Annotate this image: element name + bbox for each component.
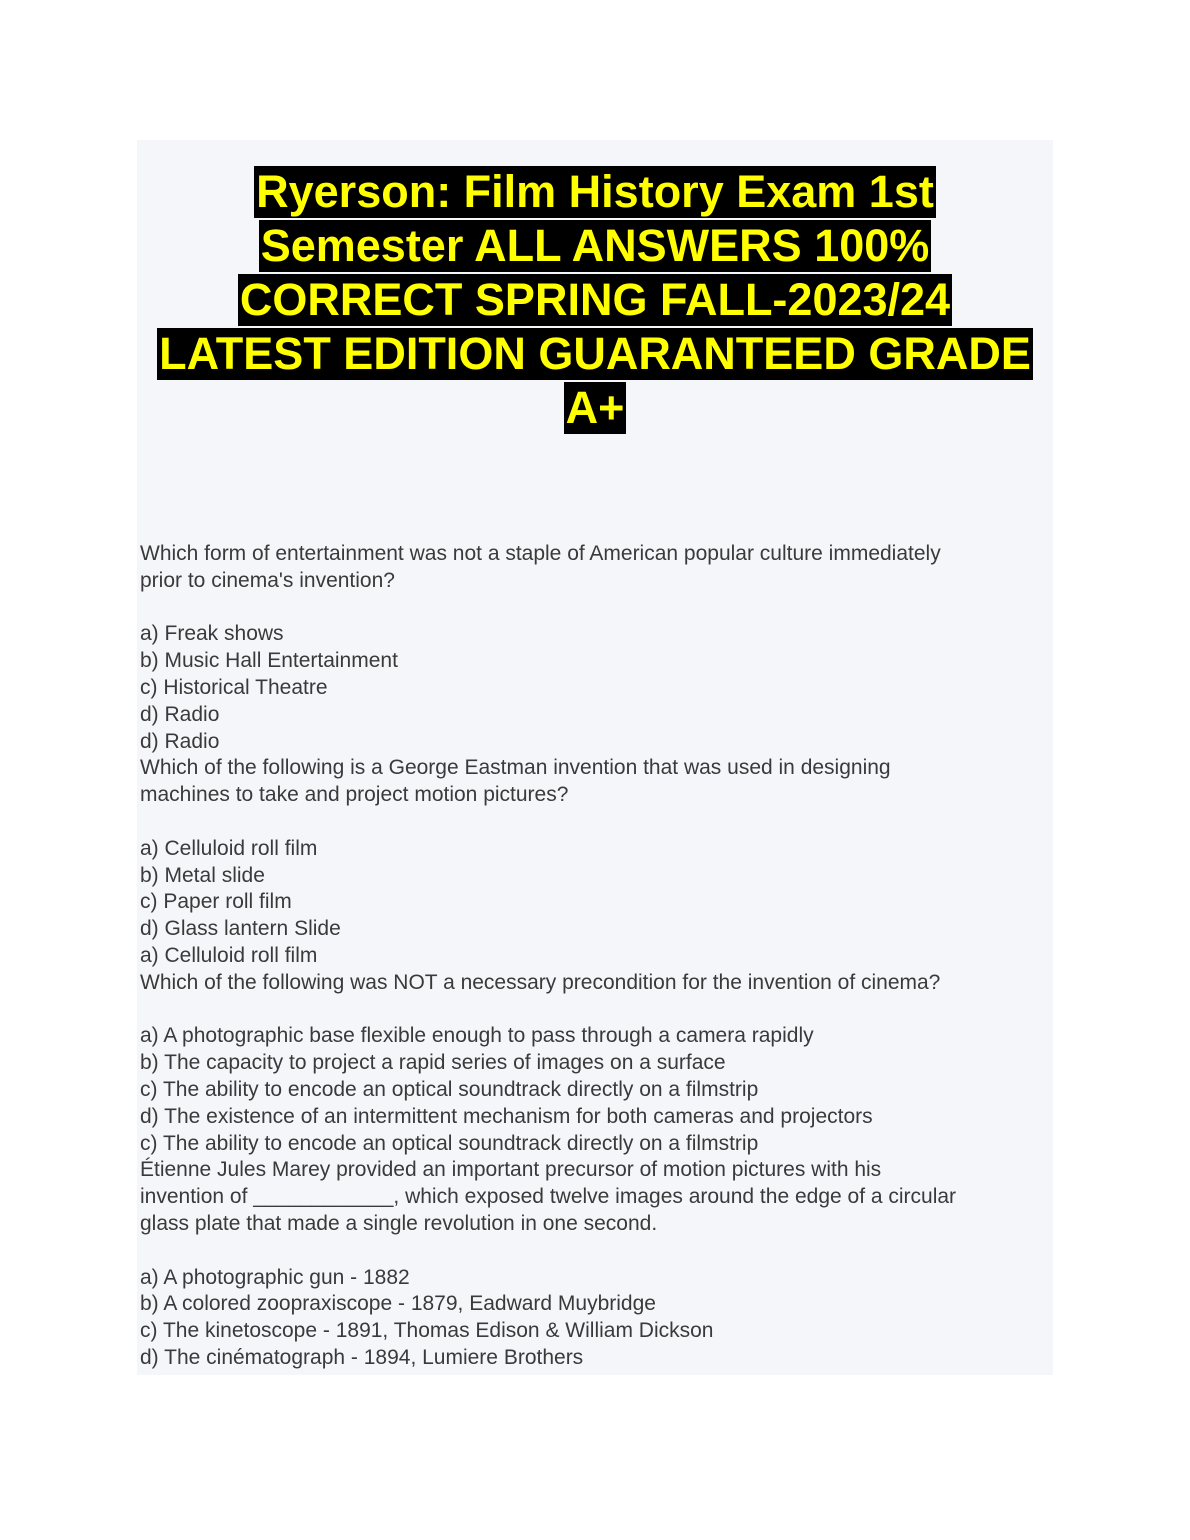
spacer — [140, 595, 1052, 622]
title-line: CORRECT SPRING FALL-2023/24 — [239, 274, 951, 325]
answer-option: c) The ability to encode an optical soundtrack directly on a filmstrip — [140, 1077, 759, 1101]
answer-option: b) Metal slide — [140, 863, 265, 887]
title-line: Ryerson: Film History Exam 1st — [256, 166, 934, 217]
answer-option: a) A photographic gun - 1882 — [140, 1265, 410, 1289]
question-text: Which form of entertainment was not a staple of American popular culture immediately — [140, 542, 941, 565]
title-line: Semester ALL ANSWERS 100% — [260, 220, 930, 271]
spacer — [140, 997, 1052, 1024]
question-block — [140, 1157, 1052, 1371]
correct-answer: d) Radio — [140, 729, 220, 753]
spacer — [140, 1238, 1052, 1265]
question-block — [140, 541, 1052, 755]
answer-option: a) Freak shows — [140, 622, 284, 646]
question-block — [140, 755, 1052, 969]
question-text: Which of the following was NOT a necessary precondition for the invention of cinema? — [140, 970, 941, 994]
spacer — [140, 809, 1052, 836]
answer-option: d) The cinématograph - 1894, Lumiere Brothers — [140, 1345, 584, 1369]
question-text: machines to take and project motion pictures? — [140, 783, 569, 807]
answer-option: d) Radio — [140, 702, 220, 726]
question-list — [140, 541, 1052, 1372]
question-text: invention of ____________, which exposed twelve images around the edge of a circular — [140, 1185, 957, 1209]
document-page — [137, 140, 1053, 1375]
title-line: A+ — [565, 382, 625, 433]
question-text: glass plate that made a single revolution in one second. — [140, 1211, 658, 1235]
answer-option: d) Glass lantern Slide — [140, 917, 341, 941]
answer-option: a) A photographic base flexible enough to pass through a camera rapidly — [140, 1024, 814, 1048]
answer-option: a) Celluloid roll film — [140, 836, 318, 860]
answer-option: d) The existence of an intermittent mechanism for both cameras and projectors — [140, 1104, 873, 1128]
document-title — [137, 166, 1053, 436]
answer-option: b) A colored zoopraxiscope - 1879, Eadward Muybridge — [140, 1292, 656, 1316]
answer-option: b) Music Hall Entertainment — [140, 649, 398, 673]
answer-option: c) Paper roll film — [140, 890, 292, 914]
answer-option: b) The capacity to project a rapid series of images on a surface — [140, 1051, 726, 1075]
question-text: Étienne Jules Marey provided an important precursor of motion pictures with his — [140, 1158, 882, 1182]
correct-answer: a) Celluloid roll film — [140, 943, 318, 967]
correct-answer: c) The ability to encode an optical soundtrack directly on a filmstrip — [140, 1131, 759, 1155]
question-text: Which of the following is a George Eastman invention that was used in designing — [140, 756, 891, 780]
question-text: prior to cinema's invention? — [140, 568, 395, 592]
answer-option: c) The kinetoscope - 1891, Thomas Edison & William Dickson — [140, 1319, 714, 1343]
question-block — [140, 970, 1052, 1158]
title-line: LATEST EDITION GUARANTEED GRADE — [159, 328, 1031, 379]
answer-option: c) Historical Theatre — [140, 675, 328, 699]
